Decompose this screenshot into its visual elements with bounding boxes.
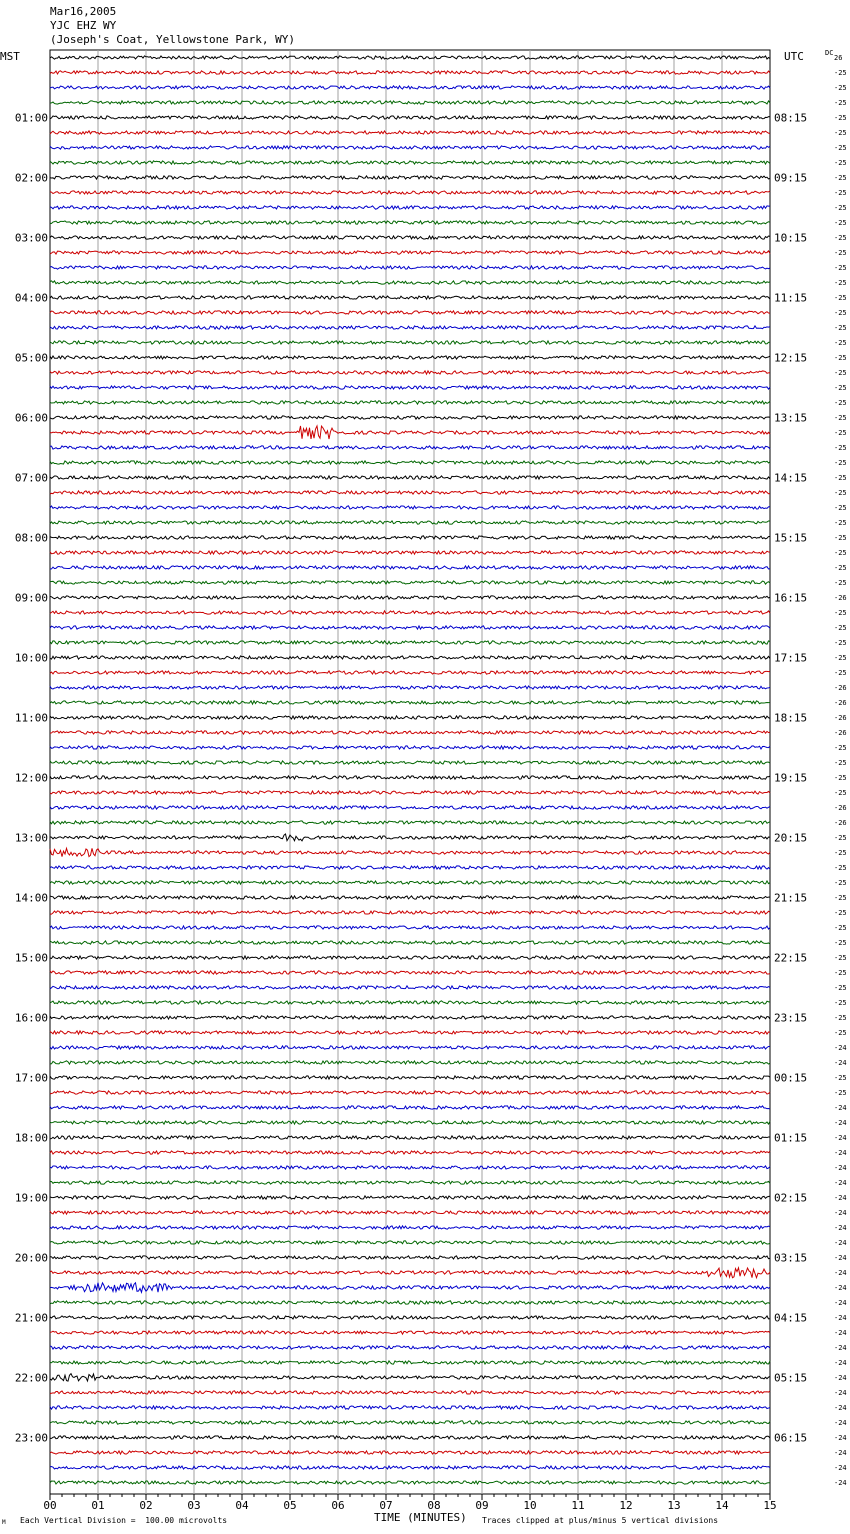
dc-offset-label: -24	[834, 1179, 847, 1187]
date-title: Mar16,2005	[50, 5, 117, 18]
dc-offset-label: -24	[834, 1254, 847, 1262]
dc-offset-label: -25	[834, 444, 847, 452]
trace-line	[50, 834, 770, 841]
dc-offset-label: -25	[834, 609, 847, 617]
trace-line	[50, 881, 770, 884]
trace-line	[50, 686, 770, 689]
trace-line	[50, 941, 770, 944]
dc-offset-label: -25	[834, 309, 847, 317]
trace-line	[50, 536, 770, 539]
trace-line	[50, 1181, 770, 1184]
trace-line	[50, 416, 770, 419]
dc-offset-label: -25	[834, 159, 847, 167]
trace-line	[50, 926, 770, 929]
utc-hour-label: 23:15	[774, 1011, 808, 1025]
mst-hour-label: 02:00	[14, 171, 48, 185]
trace-line	[50, 1196, 770, 1199]
trace-line	[50, 341, 770, 344]
mst-hour-label: 07:00	[14, 471, 48, 485]
dc-offset-label: -25	[834, 219, 847, 227]
dc-offset-label: -25	[834, 654, 847, 662]
dc-offset-label: -25	[834, 294, 847, 302]
trace-line	[50, 266, 770, 269]
utc-hour-label: 17:15	[774, 651, 808, 665]
trace-line	[50, 1374, 770, 1382]
x-tick-label: 06	[331, 1499, 345, 1512]
trace-line	[50, 551, 770, 554]
dc-offset-label: -25	[834, 279, 847, 287]
utc-label: UTC	[784, 50, 804, 63]
dc-offset-label: -26	[834, 594, 847, 602]
dc-offset-label: -25	[834, 489, 847, 497]
x-tick-label: 00	[43, 1499, 57, 1512]
x-tick-label: 11	[571, 1499, 585, 1512]
x-tick-label: 04	[235, 1499, 249, 1512]
trace-line	[50, 656, 770, 659]
trace-line	[50, 1241, 770, 1244]
dc-offset-label: -25	[834, 1014, 847, 1022]
utc-hour-label: 13:15	[774, 411, 808, 425]
dc-offset-label: -24	[834, 1239, 847, 1247]
dc-offset-label: -25	[834, 1089, 847, 1097]
dc-offset-label: -25	[834, 429, 847, 437]
dc-offset-label: -25	[834, 189, 847, 197]
mst-hour-label: 23:00	[14, 1431, 48, 1445]
utc-hour-label: 04:15	[774, 1311, 808, 1325]
dc-offset-label: -25	[834, 114, 847, 122]
clip-note: Traces clipped at plus/minus 5 vertical divisions	[482, 1516, 719, 1525]
trace-line	[50, 236, 770, 239]
dc-offset-label: -24	[834, 1449, 847, 1457]
trace-line	[50, 791, 770, 794]
trace-line	[50, 506, 770, 509]
dc-offset-label: 26	[834, 54, 843, 62]
dc-offset-label: -24	[834, 1224, 847, 1232]
dc-offset-label: -25	[834, 144, 847, 152]
dc-offset-label: -25	[834, 954, 847, 962]
trace-line	[50, 116, 770, 119]
trace-line	[50, 86, 770, 89]
utc-hour-label: 03:15	[774, 1251, 808, 1265]
dc-offset-label: -25	[834, 924, 847, 932]
dc-offset-label: -25	[834, 84, 847, 92]
dc-offset-label: -24	[834, 1044, 847, 1052]
dc-offset-label: -25	[834, 969, 847, 977]
dc-offset-label: -25	[834, 534, 847, 542]
mst-label: MST	[0, 50, 20, 63]
utc-hour-label: 06:15	[774, 1431, 808, 1445]
location-label: (Joseph's Coat, Yellowstone Park, WY)	[50, 33, 296, 46]
utc-hour-label: 21:15	[774, 891, 808, 905]
trace-line	[50, 1391, 770, 1394]
dc-offset-label: -25	[834, 864, 847, 872]
dc-offset-label: -25	[834, 894, 847, 902]
station-label: YJC EHZ WY	[50, 19, 117, 32]
dc-offset-label: -25	[834, 999, 847, 1007]
dc-offset-label: -24	[834, 1479, 847, 1487]
trace-line	[50, 1331, 770, 1334]
dc-offset-label: -24	[834, 1404, 847, 1412]
dc-offset-label: -25	[834, 669, 847, 677]
trace-line	[50, 1256, 770, 1259]
dc-offset-label: -25	[834, 834, 847, 842]
x-tick-label: 14	[715, 1499, 729, 1512]
trace-line	[50, 866, 770, 869]
dc-offset-label: -24	[834, 1134, 847, 1142]
trace-line	[50, 221, 770, 224]
trace-line	[50, 1421, 770, 1424]
mst-hour-label: 21:00	[14, 1311, 48, 1325]
utc-hour-label: 10:15	[774, 231, 808, 245]
corner-mark: M	[2, 1519, 6, 1526]
trace-line	[50, 1226, 770, 1229]
x-tick-label: 13	[667, 1499, 681, 1512]
dc-offset-label: -25	[834, 234, 847, 242]
trace-line	[50, 131, 770, 134]
dc-offset-label: -24	[834, 1419, 847, 1427]
trace-line	[50, 1136, 770, 1139]
dc-offset-label: -24	[834, 1209, 847, 1217]
trace-line	[50, 1106, 770, 1109]
dc-offset-label: -24	[834, 1104, 847, 1112]
trace-line	[50, 386, 770, 389]
trace-line	[50, 281, 770, 284]
dc-offset-label: -25	[834, 369, 847, 377]
dc-label: DC	[825, 49, 834, 57]
utc-hour-label: 22:15	[774, 951, 808, 965]
trace-line	[50, 1151, 770, 1154]
trace-line	[50, 1091, 770, 1094]
dc-offset-label: -25	[834, 174, 847, 182]
dc-offset-label: -26	[834, 819, 847, 827]
mst-hour-label: 22:00	[14, 1371, 48, 1385]
trace-line	[50, 251, 770, 254]
trace-line	[50, 761, 770, 764]
mst-hour-label: 03:00	[14, 231, 48, 245]
trace-line	[50, 1316, 770, 1319]
trace-line	[50, 821, 770, 824]
trace-line	[50, 1001, 770, 1004]
dc-offset-label: -26	[834, 714, 847, 722]
dc-offset-label: -25	[834, 399, 847, 407]
dc-offset-label: -24	[834, 1329, 847, 1337]
trace-line	[50, 206, 770, 209]
mst-hour-label: 14:00	[14, 891, 48, 905]
dc-offset-label: -24	[834, 1284, 847, 1292]
dc-offset-label: -24	[834, 1344, 847, 1352]
dc-offset-label: -25	[834, 639, 847, 647]
trace-line	[50, 806, 770, 809]
trace-line	[50, 71, 770, 74]
dc-offset-label: -24	[834, 1194, 847, 1202]
trace-line	[50, 446, 770, 449]
dc-offset-label: -25	[834, 324, 847, 332]
utc-hour-label: 15:15	[774, 531, 808, 545]
dc-offset-label: -25	[834, 1029, 847, 1037]
dc-offset-label: -25	[834, 69, 847, 77]
x-axis-title: TIME (MINUTES)	[374, 1511, 467, 1524]
dc-offset-label: -25	[834, 759, 847, 767]
dc-offset-label: -25	[834, 549, 847, 557]
trace-line	[50, 146, 770, 149]
dc-offset-label: -25	[834, 564, 847, 572]
dc-offset-label: -24	[834, 1059, 847, 1067]
trace-line	[50, 1016, 770, 1019]
dc-offset-label: -24	[834, 1149, 847, 1157]
utc-hour-label: 08:15	[774, 111, 808, 125]
dc-offset-label: -24	[834, 1164, 847, 1172]
dc-offset-label: -24	[834, 1374, 847, 1382]
trace-line	[50, 971, 770, 974]
trace-line	[50, 426, 770, 439]
utc-hour-label: 14:15	[774, 471, 808, 485]
dc-offset-label: -25	[834, 744, 847, 752]
mst-hour-label: 01:00	[14, 111, 48, 125]
dc-offset-label: -25	[834, 129, 847, 137]
trace-line	[50, 1211, 770, 1214]
trace-line	[50, 1283, 770, 1293]
x-tick-label: 10	[523, 1499, 537, 1512]
scale-note: Each Vertical Division = 100.00 microvolts	[20, 1516, 228, 1525]
dc-offset-label: -25	[834, 204, 847, 212]
trace-line	[50, 1361, 770, 1364]
dc-offset-label: -25	[834, 624, 847, 632]
trace-line	[50, 1436, 770, 1439]
dc-offset-label: -26	[834, 699, 847, 707]
trace-line	[50, 956, 770, 959]
trace-line	[50, 1406, 770, 1409]
mst-hour-label: 18:00	[14, 1131, 48, 1145]
trace-line	[50, 701, 770, 704]
trace-line	[50, 731, 770, 734]
x-tick-label: 15	[763, 1499, 777, 1512]
dc-offset-label: -25	[834, 414, 847, 422]
mst-hour-label: 04:00	[14, 291, 48, 305]
x-tick-label: 12	[619, 1499, 633, 1512]
mst-hour-label: 12:00	[14, 771, 48, 785]
dc-offset-label: -25	[834, 249, 847, 257]
dc-offset-label: -24	[834, 1389, 847, 1397]
dc-offset-label: -25	[834, 474, 847, 482]
trace-line	[50, 161, 770, 164]
utc-hour-label: 11:15	[774, 291, 808, 305]
trace-line	[50, 641, 770, 644]
x-tick-label: 02	[139, 1499, 153, 1512]
trace-line	[50, 461, 770, 464]
trace-line	[50, 1451, 770, 1454]
dc-offset-label: -24	[834, 1359, 847, 1367]
trace-line	[50, 671, 770, 674]
dc-offset-label: -24	[834, 1299, 847, 1307]
dc-offset-label: -25	[834, 789, 847, 797]
trace-line	[50, 326, 770, 329]
trace-line	[50, 191, 770, 194]
utc-hour-label: 12:15	[774, 351, 808, 365]
utc-hour-label: 09:15	[774, 171, 808, 185]
dc-offset-label: -26	[834, 684, 847, 692]
trace-line	[50, 1061, 770, 1064]
trace-line	[50, 56, 770, 59]
dc-offset-label: -25	[834, 459, 847, 467]
trace-line	[50, 521, 770, 524]
utc-hour-label: 19:15	[774, 771, 808, 785]
trace-line	[50, 491, 770, 494]
dc-offset-label: -25	[834, 504, 847, 512]
trace-line	[50, 371, 770, 374]
trace-line	[50, 1076, 770, 1079]
trace-line	[50, 986, 770, 989]
x-tick-label: 09	[475, 1499, 489, 1512]
trace-line	[50, 1031, 770, 1034]
mst-hour-label: 16:00	[14, 1011, 48, 1025]
trace-line	[50, 848, 770, 856]
dc-offset-label: -25	[834, 879, 847, 887]
dc-offset-label: -25	[834, 984, 847, 992]
utc-hour-label: 00:15	[774, 1071, 808, 1085]
x-tick-label: 07	[379, 1499, 393, 1512]
dc-offset-label: -25	[834, 519, 847, 527]
dc-offset-label: -25	[834, 354, 847, 362]
trace-line	[50, 401, 770, 404]
dc-offset-label: -25	[834, 384, 847, 392]
dc-offset-label: -25	[834, 774, 847, 782]
utc-hour-label: 20:15	[774, 831, 808, 845]
mst-hour-label: 19:00	[14, 1191, 48, 1205]
trace-line	[50, 896, 770, 899]
utc-hour-label: 05:15	[774, 1371, 808, 1385]
trace-line	[50, 626, 770, 629]
x-tick-label: 08	[427, 1499, 441, 1512]
mst-hour-label: 10:00	[14, 651, 48, 665]
trace-line	[50, 716, 770, 719]
trace-line	[50, 911, 770, 914]
dc-offset-label: -25	[834, 849, 847, 857]
dc-offset-label: -25	[834, 939, 847, 947]
x-tick-label: 01	[91, 1499, 105, 1512]
mst-hour-label: 17:00	[14, 1071, 48, 1085]
trace-line	[50, 581, 770, 584]
dc-offset-label: -25	[834, 99, 847, 107]
dc-offset-label: -24	[834, 1269, 847, 1277]
dc-offset-label: -25	[834, 264, 847, 272]
trace-line	[50, 611, 770, 614]
trace-line	[50, 296, 770, 299]
utc-hour-label: 02:15	[774, 1191, 808, 1205]
utc-hour-label: 18:15	[774, 711, 808, 725]
mst-hour-label: 13:00	[14, 831, 48, 845]
dc-offset-label: -26	[834, 729, 847, 737]
trace-line	[50, 176, 770, 179]
trace-line	[50, 1121, 770, 1124]
trace-line	[50, 356, 770, 359]
trace-line	[50, 596, 770, 599]
dc-offset-label: -24	[834, 1314, 847, 1322]
trace-line	[50, 1301, 770, 1304]
trace-line	[50, 476, 770, 479]
utc-hour-label: 01:15	[774, 1131, 808, 1145]
dc-offset-label: -26	[834, 804, 847, 812]
mst-hour-label: 08:00	[14, 531, 48, 545]
x-tick-label: 05	[283, 1499, 297, 1512]
dc-offset-label: -25	[834, 579, 847, 587]
dc-offset-label: -24	[834, 1119, 847, 1127]
trace-line	[50, 746, 770, 749]
trace-line	[50, 1481, 770, 1484]
trace-line	[50, 1268, 770, 1278]
dc-offset-label: -25	[834, 1074, 847, 1082]
dc-offset-label: -24	[834, 1434, 847, 1442]
mst-hour-label: 15:00	[14, 951, 48, 965]
mst-hour-label: 06:00	[14, 411, 48, 425]
mst-hour-label: 11:00	[14, 711, 48, 725]
trace-line	[50, 1166, 770, 1169]
trace-line	[50, 1466, 770, 1469]
mst-hour-label: 20:00	[14, 1251, 48, 1265]
trace-line	[50, 1346, 770, 1349]
trace-line	[50, 566, 770, 569]
trace-line	[50, 776, 770, 779]
dc-offset-label: -25	[834, 339, 847, 347]
dc-offset-label: -24	[834, 1464, 847, 1472]
trace-line	[50, 101, 770, 104]
utc-hour-label: 16:15	[774, 591, 808, 605]
trace-line	[50, 311, 770, 314]
x-tick-label: 03	[187, 1499, 201, 1512]
trace-line	[50, 1046, 770, 1049]
mst-hour-label: 05:00	[14, 351, 48, 365]
dc-offset-label: -25	[834, 909, 847, 917]
mst-hour-label: 09:00	[14, 591, 48, 605]
